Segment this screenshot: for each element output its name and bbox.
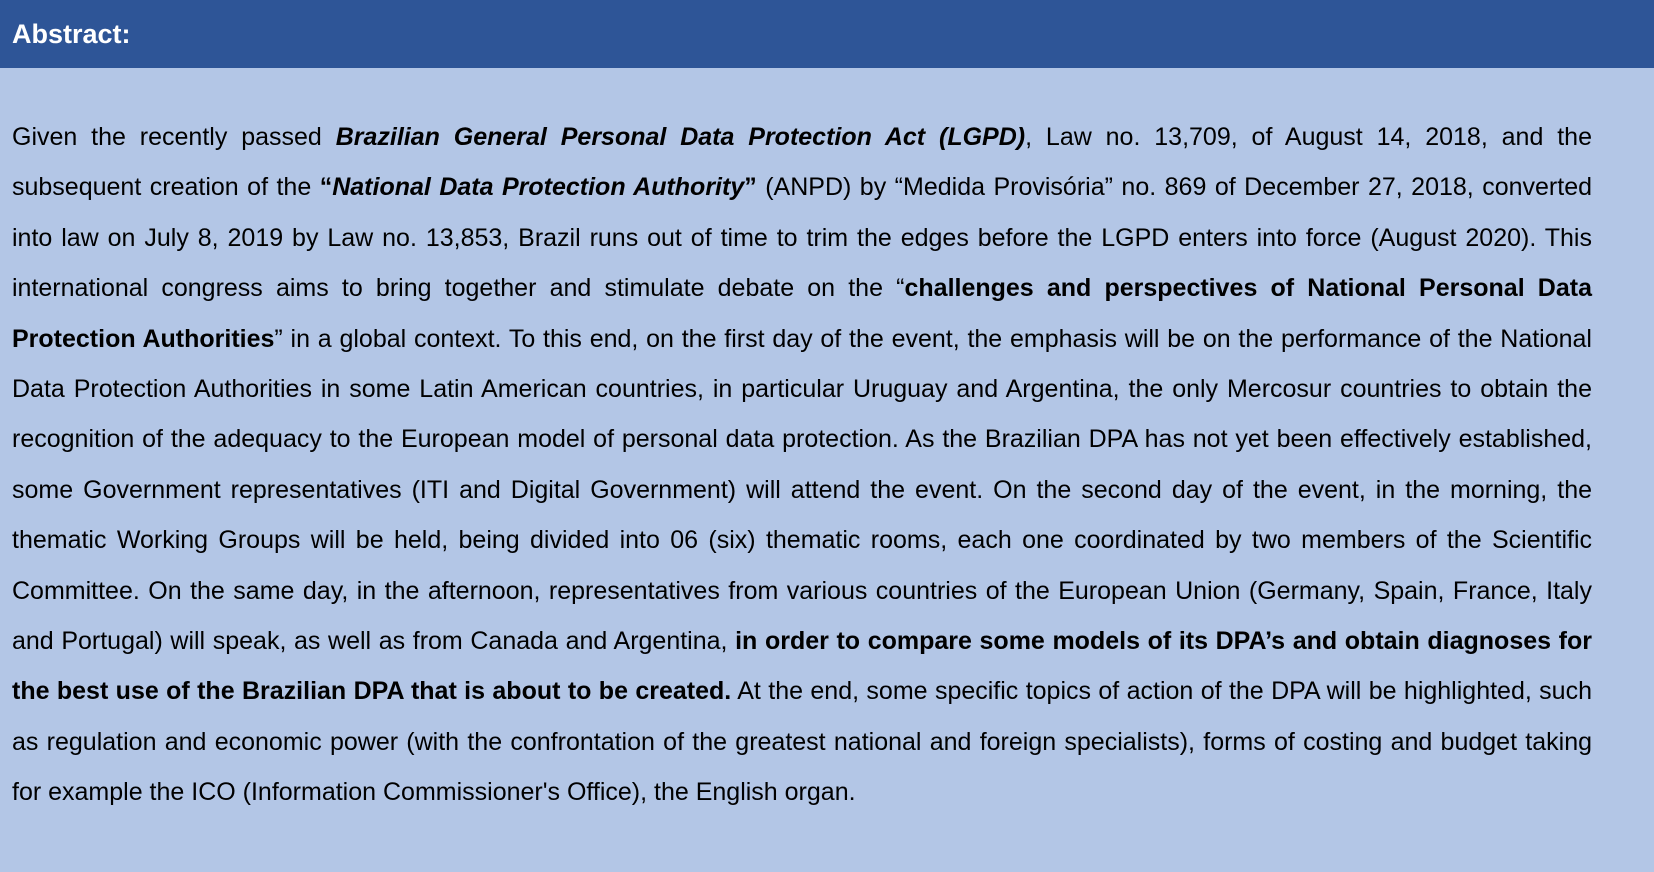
abstract-content-panel [0, 68, 1654, 872]
abstract-open-quote: “ [319, 173, 333, 202]
abstract-anpd-title: National Data Protection Authority [332, 173, 745, 202]
abstract-paragraph [12, 112, 1592, 818]
abstract-text-conclusion: At the end, some specific topics of action of the DPA will be highlighted, such as regulation and economic power (with the confrontation of the greatest national and foreign specialists), forms of costing and budget taking for example the ICO (Information Commissioner's Office), the English organ. [12, 677, 1592, 807]
abstract-text-law-reference: , Law no. 13,709, of August 14, 2018, and the subsequent creation of the [12, 123, 1592, 202]
abstract-text-congress-aim: (ANPD) by “Medida Provisória” no. 869 of December 27, 2018, converted into law on July 8, 2019 by Law no. 13,853, Brazil runs out of time to trim the edges before the LGPD enters into force (August 2020). This international congress aims to bring together and stimulate debate on the “ [12, 173, 1593, 303]
abstract-text-intro: Given the recently passed [12, 123, 336, 151]
abstract-close-quote: ” [744, 173, 757, 202]
abstract-lgpd-title: Brazilian General Personal Data Protection Act (LGPD) [335, 123, 1026, 151]
abstract-text-schedule: ” in a global context. To this end, on the first day of the event, the emphasis will be on the performance of the National Data Protection Authorities in some Latin American countries, in particular Uruguay and Argentina, the only Mercosur countries to obtain the recognition of the adequacy to the European model of personal data protection. As the Brazilian DPA has not yet been effectively established, some Government representatives (ITI and Digital Government) will attend the event. On the second day of the event, in the morning, the thematic Working Groups will be held, being divided into 06 (six) thematic rooms, each one coordinated by two members of the Scientific Committee. On the same day, in the afternoon, representatives from various countries of the European Union (Germany, Spain, France, Italy and Portugal) will speak, as well as from Canada and Argentina, [12, 324, 1592, 656]
abstract-heading: Abstract: [12, 19, 131, 49]
abstract-congress-theme: challenges and perspectives of National Personal Data Protection Authorities [12, 274, 1592, 353]
abstract-header-bar [0, 0, 1654, 68]
abstract-comparison-goal: in order to compare some models of its DPA’s and obtain diagnoses for the best use of the Brazilian DPA that is about to be created. [12, 627, 1592, 706]
